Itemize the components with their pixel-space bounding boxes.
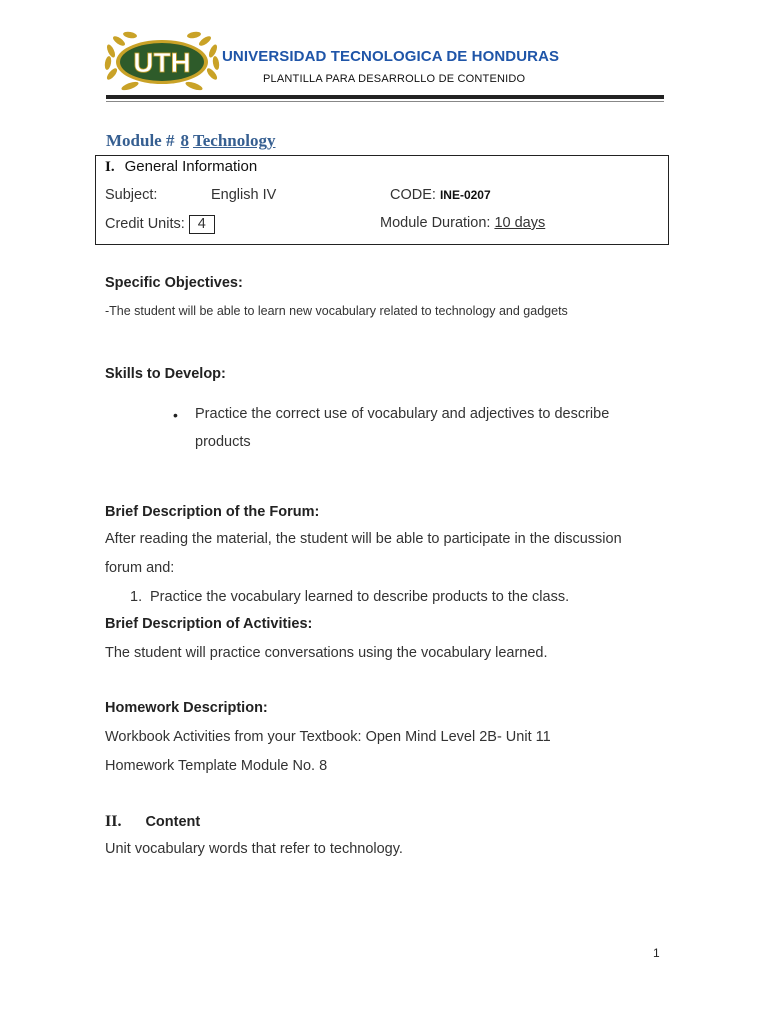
- credit-field: [105, 215, 215, 234]
- module-heading: [106, 131, 276, 151]
- skills-bullet-line2: products: [195, 434, 251, 450]
- code-label: CODE:: [390, 187, 436, 203]
- module-label: Module #: [106, 131, 175, 150]
- header-divider-thin: [106, 101, 664, 102]
- subject-label: Subject:: [105, 187, 158, 203]
- module-number: 8: [180, 131, 189, 150]
- duration-field: [380, 215, 545, 231]
- header-divider: [106, 95, 664, 99]
- forum-heading: Brief Description of the Forum:: [105, 504, 320, 520]
- forum-line2: forum and:: [105, 560, 175, 576]
- objectives-text: -The student will be able to learn new vocabulary related to technology and gadgets: [105, 304, 568, 318]
- forum-item-text: Practice the vocabulary learned to describe products to the class.: [150, 589, 570, 605]
- skills-bullet-line1: Practice the correct use of vocabulary and adjectives to describe: [195, 406, 610, 422]
- content-heading: [105, 813, 200, 831]
- forum-item-number: 1.: [130, 589, 143, 605]
- content-text: Unit vocabulary words that refer to technology.: [105, 841, 403, 857]
- code-field: [390, 187, 491, 203]
- code-value: INE-0207: [439, 188, 491, 202]
- page-number: 1: [653, 946, 660, 960]
- activities-heading: Brief Description of Activities:: [105, 616, 313, 632]
- content-title: Content: [145, 814, 201, 830]
- template-subtitle: PLANTILLA PARA DESARROLLO DE CONTENIDO: [263, 73, 526, 85]
- section-title: General Information: [124, 158, 258, 175]
- forum-line1: After reading the material, the student will be able to participate in the discussion: [105, 531, 622, 547]
- duration-value: 10 days: [494, 215, 546, 231]
- credit-label: Credit Units:: [105, 216, 185, 232]
- logo-text: UTH: [133, 47, 191, 78]
- homework-heading: Homework Description:: [105, 700, 268, 716]
- content-number: II.: [105, 813, 122, 830]
- objectives-heading: Specific Objectives:: [105, 275, 243, 291]
- homework-line1: Workbook Activities from your Textbook: Open Mind Level 2B- Unit 11: [105, 729, 551, 745]
- uth-logo: [100, 30, 224, 94]
- duration-label: Module Duration:: [380, 215, 491, 231]
- subject-value: English IV: [211, 187, 277, 203]
- section-number: I.: [105, 159, 115, 175]
- homework-line2: Homework Template Module No. 8: [105, 758, 328, 774]
- university-name: UNIVERSIDAD TECNOLOGICA DE HONDURAS: [222, 48, 560, 65]
- general-info-heading: [105, 158, 257, 176]
- activities-text: The student will practice conversations using the vocabulary learned.: [105, 645, 548, 661]
- bullet-icon: •: [173, 407, 178, 423]
- skills-heading: Skills to Develop:: [105, 366, 226, 382]
- module-title: Technology: [192, 131, 276, 150]
- credit-value: 4: [189, 215, 215, 234]
